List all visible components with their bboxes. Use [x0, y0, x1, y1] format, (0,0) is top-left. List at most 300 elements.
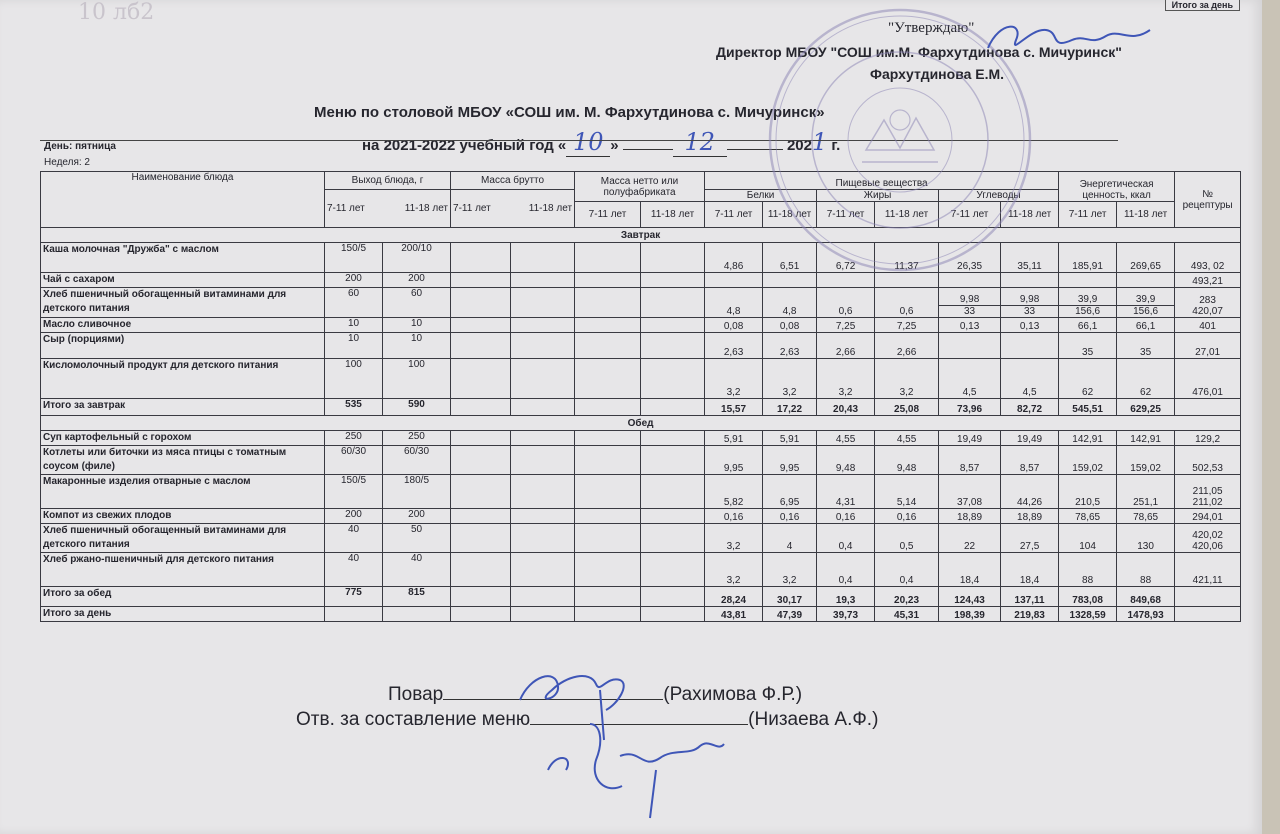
output-ages: 7-11 лет 11-18 лет [325, 190, 451, 228]
empty-mass-cell [575, 399, 641, 416]
value: 19,3 [835, 595, 856, 606]
output-11-18: 10 [383, 333, 451, 359]
nutrient-e2 [1117, 431, 1175, 446]
pre-value: 9,98 [1001, 294, 1058, 306]
output-7-11: 10 [325, 318, 383, 333]
empty-mass-cell [641, 399, 705, 416]
dish-name: Итого за обед [41, 587, 325, 607]
output-11-18: 50 [383, 524, 451, 553]
nutrient-c1 [939, 399, 1001, 416]
nutrient-p2 [763, 524, 817, 553]
value: 210,5 [1075, 497, 1101, 508]
empty-mass-cell [511, 318, 575, 333]
empty-mass-cell [511, 446, 575, 475]
value: 269,65 [1130, 261, 1161, 272]
value: 27,5 [1019, 541, 1040, 552]
recipe-number [1175, 509, 1241, 524]
output-11-18: 10 [383, 318, 451, 333]
value: 66,1 [1077, 321, 1098, 332]
empty-mass-cell [641, 431, 705, 446]
value: 11,37 [894, 261, 919, 272]
day-label: День: пятница [44, 141, 116, 152]
nutrient-c2 [1001, 359, 1059, 399]
handwritten-year-digit: 1 [811, 128, 828, 156]
nutrient-p1 [705, 524, 763, 553]
nutrient-f2 [875, 431, 939, 446]
section-title: Обед [41, 416, 1241, 431]
empty-mass-cell [575, 587, 641, 607]
output-7-11: 40 [325, 553, 383, 587]
recipe-value: 493,21 [1192, 276, 1223, 287]
value: 8,57 [959, 463, 980, 474]
value: 39,73 [833, 610, 859, 621]
nutrient-e1 [1059, 399, 1117, 416]
energy-age-a: 7-11 лет [1059, 202, 1117, 228]
value: 1478,93 [1127, 610, 1164, 621]
value: 4,8 [726, 306, 741, 317]
value: 5,91 [723, 434, 744, 445]
empty-mass-cell [451, 509, 511, 524]
recipe-number [1175, 399, 1241, 416]
recipe-number [1175, 273, 1241, 288]
output-7-11: 40 [325, 524, 383, 553]
col-proteins: Белки [705, 190, 817, 202]
recipe-number [1175, 333, 1241, 359]
nutrient-e1 [1059, 359, 1117, 399]
empty-mass-cell [641, 273, 705, 288]
nutrient-p1 [705, 399, 763, 416]
value: 18,89 [1017, 512, 1043, 523]
empty-mass-cell [575, 333, 641, 359]
nutrient-f1 [817, 475, 875, 509]
nutrient-c2 [1001, 553, 1059, 587]
recipe-number [1175, 288, 1241, 318]
empty-mass-cell [641, 524, 705, 553]
value: 35 [1082, 347, 1094, 358]
value: 0,5 [899, 541, 914, 552]
value: 62 [1082, 387, 1094, 398]
nutrient-p2 [763, 587, 817, 607]
nutrient-p1 [705, 553, 763, 587]
value: 3,2 [782, 575, 797, 586]
nutrient-c1 [939, 553, 1001, 587]
nutrient-p1 [705, 318, 763, 333]
value: 18,4 [1019, 575, 1040, 586]
cook-signature-line [388, 684, 802, 706]
nutrient-c2 [1001, 446, 1059, 475]
responsible-label: Отв. за составление меню [296, 709, 531, 730]
value: 37,08 [957, 497, 983, 508]
nutrient-c2 [1001, 509, 1059, 524]
value: 0,08 [779, 321, 800, 332]
dish-row [41, 318, 1241, 333]
empty-mass-cell [641, 509, 705, 524]
value: 17,22 [777, 404, 803, 415]
value: 0,16 [779, 512, 800, 523]
empty-mass-cell [641, 333, 705, 359]
value: 6,51 [779, 261, 800, 272]
nutrient-c2 [1001, 273, 1059, 288]
empty-mass-cell [575, 359, 641, 399]
nutrient-p1 [705, 333, 763, 359]
value: 44,26 [1017, 497, 1043, 508]
nutrient-p2 [763, 273, 817, 288]
col-energy: Энергетическая ценность, ккал [1059, 172, 1175, 202]
output-7-11: 200 [325, 509, 383, 524]
nutrient-p2 [763, 399, 817, 416]
col-recipe: № рецептуры [1175, 172, 1241, 228]
empty-mass-cell [575, 475, 641, 509]
value: 4,5 [962, 387, 977, 398]
value: 19,49 [1017, 434, 1043, 445]
energy-age-b: 11-18 лет [1117, 202, 1175, 228]
nutrient-c1 [939, 359, 1001, 399]
fats-age-b: 11-18 лет [875, 202, 939, 228]
value: 142,91 [1072, 434, 1103, 445]
value: 0,16 [896, 512, 917, 523]
value: 7,25 [896, 321, 917, 332]
empty-mass-cell [575, 553, 641, 587]
empty-mass-cell [641, 607, 705, 622]
nutrient-p2 [763, 553, 817, 587]
empty-mass-cell [641, 318, 705, 333]
empty-mass-cell [575, 509, 641, 524]
nutrient-e2 [1117, 359, 1175, 399]
empty-mass-cell [511, 475, 575, 509]
cook-label: Повар [388, 684, 444, 705]
recipe-value: 401 [1199, 321, 1216, 332]
subtitle-suffix: г. [827, 137, 841, 154]
total-row [41, 587, 1241, 607]
recipe-value: 493, 02 [1190, 261, 1225, 272]
empty-mass-cell [575, 431, 641, 446]
value: 6,95 [779, 497, 800, 508]
nutrient-p2 [763, 318, 817, 333]
value: 1328,59 [1069, 610, 1106, 621]
proteins-age-a: 7-11 лет [705, 202, 763, 228]
empty-mass-cell [451, 288, 511, 318]
dish-name: Суп картофельный с горохом [41, 431, 325, 446]
nutrient-c1 [939, 524, 1001, 553]
nutrient-e1 [1059, 333, 1117, 359]
value: 25,08 [894, 404, 920, 415]
empty-mass-cell [575, 607, 641, 622]
empty-mass-cell [575, 318, 641, 333]
output-7-11: 60 [325, 288, 383, 318]
output-11-18: 200 [383, 509, 451, 524]
output-7-11: 150/5 [325, 243, 383, 273]
week-label: Неделя: 2 [44, 157, 90, 168]
value: 9,48 [835, 463, 856, 474]
recipe-value: 421,11 [1192, 575, 1223, 586]
value: 15,57 [721, 404, 747, 415]
dish-name: Котлеты или биточки из мяса птицы с томатным соусом (филе) [41, 446, 325, 475]
recipe-number [1175, 431, 1241, 446]
nutrient-f1 [817, 553, 875, 587]
proteins-age-b: 11-18 лет [763, 202, 817, 228]
empty-mass-cell [451, 431, 511, 446]
value: 159,02 [1130, 463, 1161, 474]
nutrient-e2 [1117, 399, 1175, 416]
value: 0,4 [838, 575, 853, 586]
empty-mass-cell [641, 446, 705, 475]
nutrient-c2 [1001, 318, 1059, 333]
nutrient-f2 [875, 359, 939, 399]
recipe-value: 294,01 [1192, 512, 1223, 523]
nutrient-c2 [1001, 475, 1059, 509]
empty-mass-cell [511, 509, 575, 524]
nutrient-p1 [705, 475, 763, 509]
nutrient-f2 [875, 587, 939, 607]
output-7-11: 100 [325, 359, 383, 399]
nutrient-c1 [939, 607, 1001, 622]
empty-mass-cell [451, 333, 511, 359]
value: 73,96 [957, 404, 983, 415]
nutrient-c2 [1001, 288, 1059, 318]
value: 4,8 [782, 306, 797, 317]
nutrient-e1 [1059, 431, 1117, 446]
dish-row [41, 553, 1241, 587]
nutrient-e1 [1059, 524, 1117, 553]
empty-mass-cell [451, 524, 511, 553]
nutrient-f2 [875, 333, 939, 359]
value: 4,86 [723, 261, 744, 272]
value: 5,14 [896, 497, 917, 508]
fats-age-a: 7-11 лет [817, 202, 875, 228]
nutrient-e2 [1117, 243, 1175, 273]
recipe-number [1175, 587, 1241, 607]
output-7-11: 250 [325, 431, 383, 446]
output-11-18: 100 [383, 359, 451, 399]
dish-name: Сыр (порциями) [41, 333, 325, 359]
output-11-18: 815 [383, 587, 451, 607]
nutrient-c1 [939, 446, 1001, 475]
col-nutrients: Пищевые вещества [705, 172, 1059, 190]
value: 2,66 [896, 347, 917, 358]
nutrient-p1 [705, 607, 763, 622]
output-11-18: 250 [383, 431, 451, 446]
dish-name: Хлеб пшеничный обогащенный витаминами для детского питания [41, 288, 325, 318]
nutrient-c2 [1001, 607, 1059, 622]
pre-recipe: 283 [1199, 295, 1216, 306]
recipe-number [1175, 607, 1241, 622]
empty-mass-cell [641, 475, 705, 509]
nutrient-e2 [1117, 446, 1175, 475]
value: 0,4 [838, 541, 853, 552]
empty-mass-cell [511, 553, 575, 587]
value: 0,16 [723, 512, 744, 523]
dish-name: Хлеб пшеничный обогащенный витаминами для детского питания [41, 524, 325, 553]
empty-mass-cell [451, 399, 511, 416]
col-carbs: Углеводы [939, 190, 1059, 202]
approval-word: "Утверждаю" [888, 20, 975, 36]
dish-row [41, 509, 1241, 524]
nutrient-e1 [1059, 273, 1117, 288]
value: 28,24 [721, 595, 747, 606]
value: 0,16 [835, 512, 856, 523]
nutrient-c1 [939, 333, 1001, 359]
document-subtitle [362, 128, 840, 157]
nutrient-c2 [1001, 587, 1059, 607]
nutrient-p1 [705, 288, 763, 318]
nutrient-e2 [1117, 524, 1175, 553]
nutrient-c1 [939, 288, 1001, 318]
nutrient-e1 [1059, 509, 1117, 524]
value: 130 [1137, 541, 1154, 552]
nutrient-f2 [875, 318, 939, 333]
value: 22 [963, 541, 976, 552]
handwritten-month: 12 [673, 128, 727, 157]
col-dish: Наименование блюда [41, 172, 325, 228]
value: 3,2 [726, 541, 741, 552]
dish-row [41, 524, 1241, 553]
nutrient-e1 [1059, 318, 1117, 333]
nutrient-p1 [705, 273, 763, 288]
nutrient-e1 [1059, 243, 1117, 273]
nutrient-f2 [875, 273, 939, 288]
recipe-value: 129,2 [1195, 434, 1221, 445]
col-net: Масса нетто или полуфабриката [575, 172, 705, 202]
recipe-number [1175, 524, 1241, 553]
value: 156,6 [1075, 306, 1101, 317]
nutrient-f2 [875, 446, 939, 475]
value: 124,43 [954, 595, 985, 606]
value: 78,65 [1075, 512, 1101, 523]
nutrient-c1 [939, 431, 1001, 446]
value: 251,1 [1133, 497, 1159, 508]
nutrient-p2 [763, 607, 817, 622]
empty-mass-cell [511, 333, 575, 359]
value: 88 [1082, 575, 1094, 586]
empty-mass-cell [641, 243, 705, 273]
nutrient-f2 [875, 475, 939, 509]
nutrient-f2 [875, 607, 939, 622]
nutrient-p1 [705, 509, 763, 524]
dish-row [41, 359, 1241, 399]
dish-name: Масло сливочное [41, 318, 325, 333]
empty-mass-cell [575, 524, 641, 553]
output-7-11: 535 [325, 399, 383, 416]
dish-name: Итого за день [41, 607, 325, 622]
recipe-value: 420,02 [1192, 530, 1223, 541]
empty-mass-cell [511, 607, 575, 622]
nutrient-e2 [1117, 607, 1175, 622]
menu-table-body [41, 228, 1241, 622]
nutrient-c1 [939, 243, 1001, 273]
director-title: Директор МБОУ "СОШ им.М. Фархутдинова с. Мичуринск" [716, 44, 1122, 60]
value: 82,72 [1017, 404, 1043, 415]
empty-mass-cell [641, 587, 705, 607]
output-11-18 [383, 607, 451, 622]
total-row [41, 399, 1241, 416]
carbs-age-a: 7-11 лет [939, 202, 1001, 228]
dish-row [41, 431, 1241, 446]
output-11-18: 180/5 [383, 475, 451, 509]
col-output: Выход блюда, г [325, 172, 451, 190]
nutrient-p1 [705, 446, 763, 475]
nutrient-p1 [705, 359, 763, 399]
empty-mass-cell [575, 273, 641, 288]
dish-name: Компот из свежих плодов [41, 509, 325, 524]
document-title: Меню по столовой МБОУ «СОШ им. М. Фархутдинова с. Мичуринск» [314, 104, 825, 121]
value: 4,31 [835, 497, 856, 508]
nutrient-e2 [1117, 333, 1175, 359]
empty-mass-cell [511, 524, 575, 553]
value: 4,55 [896, 434, 917, 445]
value: 9,48 [896, 463, 917, 474]
col-fats: Жиры [817, 190, 939, 202]
value: 4,55 [835, 434, 856, 445]
value: 0,08 [723, 321, 744, 332]
nutrient-p1 [705, 587, 763, 607]
section-title: Завтрак [41, 228, 1241, 243]
nutrient-f1 [817, 273, 875, 288]
nutrient-e1 [1059, 475, 1117, 509]
empty-mass-cell [641, 553, 705, 587]
nutrient-f1 [817, 399, 875, 416]
output-7-11: 10 [325, 333, 383, 359]
responsible-name: (Низаева А.Ф.) [748, 709, 879, 730]
value: 43,81 [721, 610, 747, 621]
output-11-18: 60 [383, 288, 451, 318]
dish-name: Хлеб ржано-пшеничный для детского питания [41, 553, 325, 587]
empty-mass-cell [641, 288, 705, 318]
faint-pencil-mark: 10 лб2 [78, 0, 155, 25]
value: 219,83 [1014, 610, 1045, 621]
empty-mass-cell [451, 587, 511, 607]
responsible-signature-icon [548, 724, 724, 818]
nutrient-c2 [1001, 333, 1059, 359]
empty-mass-cell [641, 359, 705, 399]
carbs-age-b: 11-18 лет [1001, 202, 1059, 228]
value: 9,95 [779, 463, 800, 474]
handwritten-day: 10 [566, 128, 610, 157]
nutrient-c1 [939, 475, 1001, 509]
value: 8,57 [1019, 463, 1040, 474]
value: 0,13 [959, 321, 980, 332]
empty-mass-cell [511, 288, 575, 318]
empty-mass-cell [511, 243, 575, 273]
nutrient-f1 [817, 431, 875, 446]
cook-name: (Рахимова Ф.Р.) [663, 684, 803, 705]
value: 5,82 [723, 497, 744, 508]
value: 3,2 [838, 387, 853, 398]
gross-ages: 7-11 лет 11-18 лет [451, 190, 575, 228]
nutrient-c1 [939, 318, 1001, 333]
nutrient-c1 [939, 273, 1001, 288]
value: 7,25 [835, 321, 856, 332]
pre-value: 39,9 [1117, 294, 1174, 306]
value: 4 [786, 541, 793, 552]
empty-mass-cell [451, 359, 511, 399]
value: 3,2 [726, 387, 741, 398]
nutrient-e2 [1117, 288, 1175, 318]
nutrient-f1 [817, 359, 875, 399]
value: 26,35 [957, 261, 983, 272]
recipe-number [1175, 475, 1241, 509]
value: 3,2 [899, 387, 914, 398]
nutrient-p2 [763, 431, 817, 446]
recipe-value: 502,53 [1192, 463, 1223, 474]
nutrient-c1 [939, 509, 1001, 524]
dish-row [41, 273, 1241, 288]
value: 783,08 [1072, 595, 1103, 606]
value: 137,11 [1014, 595, 1045, 606]
dish-name: Кисломолочный продукт для детского питания [41, 359, 325, 399]
empty-mass-cell [575, 288, 641, 318]
recipe-number [1175, 359, 1241, 399]
empty-mass-cell [511, 587, 575, 607]
